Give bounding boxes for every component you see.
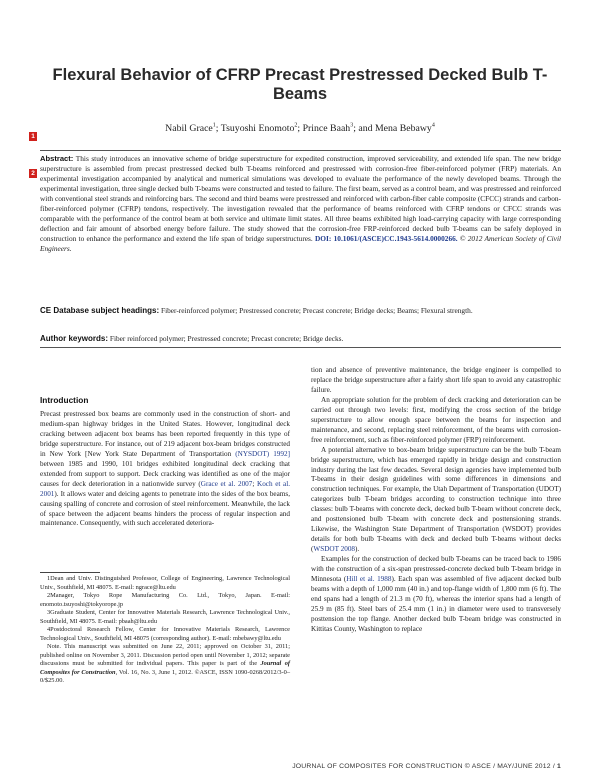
intro-paragraph: Precast prestressed box beams are commonly used in the construction of short- and medium-span highway bridges in the United States. However, longitudinal deck cracking between adjacent box beams has been reported frequently in this type of bridge superstructure. For instance, out of 219 adjacent box-beam bridges constructed in New York [New York State Department of Transportation (NYSDOT) 1992] between 1985 and 1990, 101 bridges exhibited longitudinal deck cracking that extended from support to support. Deck cracking was identified as one of the major causes for deck deterioration in a nationwide survey (Grace et al. 2007; Koch et al. 2001). It allows water and deicing agents to penetrate into the sides of the box beams, causing spalling of concrete and corrosion of steel reinforcement. Meanwhile, the lack of space between the adjacent beams hinders the process of regular inspection and maintenance. Consequently, with such accelerated deteriora-: [40, 410, 291, 528]
left-column: [40, 410, 290, 529]
author-4: Mena Bebawy$^4$: [374, 123, 435, 135]
annotation-badge-2[interactable]: 2: [29, 169, 37, 178]
doi-label: DOI:: [315, 233, 332, 243]
ref-grace-2007[interactable]: Grace et al. 2007: [200, 479, 253, 488]
introduction-heading: Introduction: [40, 395, 89, 405]
ref-nysdot[interactable]: (NYSDOT) 1992]: [235, 449, 290, 458]
ref-koch-2001[interactable]: Koch et al. 2001: [40, 479, 291, 498]
footnotes: [40, 575, 290, 686]
footnote-1: 1Dean and Univ. Distinguished Professor, College of Engineering, Lawrence Technological Univ., Southfield, MI 48075. E-mail: ngrace@ltu.edu: [40, 575, 290, 591]
footnote-3: 3Graduate Student, Center for Innovative Materials Research, Lawrence Technological Univ., Southfield, MI 48075. E-mail: pbaah@ltu.edu: [40, 609, 290, 625]
abstract-top-rule: [40, 150, 561, 151]
doi-link[interactable]: 10.1061/(ASCE)CC.1943-5614.0000266.: [333, 233, 458, 243]
author-keywords-text: Fiber reinforced polymer; Prestressed concrete; Precast concrete; Bridge decks.: [109, 334, 344, 343]
author-keywords: [40, 334, 561, 344]
right-paragraph-4: Examples for the construction of decked bulb T-beams can be traced back to 1986 with the construction of a six-span prestressed-concrete decked bulb T-beam bridge in Minnesota (Hill et al. 1988). Each span was assembled of five adjacent decked bulb beams with a depth of 1,000 mm (40 in.) and top-flange width of 1,800 mm (6 ft). The end spans had a length of 21.3 m (70 ft), whereas the interior spans had a length of 25.9 m (85 ft). Steel bars of 25.4 mm (1 in.) in diameter were used to transversely posttension the top flange. Another decked bulb T-beam bridge was constructed in Kittitas County, Washington to replace: [311, 555, 561, 633]
abstract-text: This study introduces an innovative scheme of bridge superstructure for expedited construction, improved serviceability, and extended life span. The new bridge superstructure is assembled from precast prestressed decked bulb T-beams reinforced and prestressed with corrosion-free fiber-reinforced polymer (FRP) materials. An experimental investigation accompanied by analytical and numerical simulations was developed to evaluate the performance of the newly developed beams. Through the experimental investigation, three single decked bulb T-beams were constructed and tested to failure. The first beam, served as a control beam, and was prestressed and reinforced with conventional steel strands and reinforcing bars. The second and third beams were prestressed and reinforced with carbon-fiber cable composite (CFCC) strands and carbon-fiber-reinforced polymer (CFRP) tendons, respectively. The investigation revealed that the performance of beams reinforced with CFRP tendons or CFCC strands was comparable with the performance of the control beam at both service and ultimate limit states. All three beams exhibited high load-carrying capacity with large corresponding deflection and fair amount of absorbed energy before failure. The study showed that the corrosion-free FRP-reinforced decked bulb T-beams can be safely deployed in construction to enhance the performance and extend the life span of bridge superstructures.: [40, 154, 561, 243]
footnote-rule: [40, 572, 100, 573]
right-paragraph-2: An appropriate solution for the problem of deck cracking and deterioration can be carried out through two levels: first, modifying the cross section of the bridge superstructure to allow enough space between the beams for inspection and maintenance, and second, replacing steel reinforcement, of the beams with corrosion-free reinforcement, such as fiber-reinforced polymer (FRP) reinforcement.: [311, 395, 561, 444]
ce-headings-label: CE Database subject headings:: [40, 306, 160, 315]
author-3: Prince Baah$^3$; and: [302, 123, 375, 135]
author-list: [40, 120, 560, 135]
ref-hill-1988[interactable]: Hill et al. 1988: [346, 575, 392, 584]
footnote-4: 4Postdoctoral Research Fellow, Center for Innovative Materials Research, Lawrence Technological Univ., Southfield, MI 48075 (corresponding author). E-mail: mbebawy@ltu.edu: [40, 626, 290, 642]
author-1: Nabil Grace$^1$;: [165, 123, 221, 135]
manuscript-note: Note. This manuscript was submitted on June 22, 2011; approved on October 31, 2011; published online on November 3, 2011. Discussion period open until November 1, 2012; separate discussions must be submitted for individual papers. This paper is part of the Journal of Composites for Construction, Vol. 16, No. 3, June 1, 2012. ©ASCE, ISSN 1090-0268/2012/3-0–0/$25.00.: [40, 643, 290, 684]
paper-title: Flexural Behavior of CFRP Precast Prestressed Decked Bulb T-Beams: [52, 66, 548, 103]
right-paragraph-1: tion and absence of preventive maintenance, the bridge engineer is compelled to replace the bridge superstructure after a fairly short life span to avoid any catastrophic failure.: [311, 366, 561, 394]
keywords-bottom-rule: [40, 347, 561, 348]
page-footer: [292, 763, 561, 770]
right-column: [311, 366, 561, 635]
annotation-badge-1[interactable]: 1: [29, 132, 37, 141]
abstract: [40, 154, 561, 254]
ce-headings-text: Fiber-reinforced polymer; Prestressed concrete; Precast concrete; Bridge decks; Beams; Flexural strength.: [161, 306, 473, 315]
footer-journal: JOURNAL OF COMPOSITES FOR CONSTRUCTION © ASCE / MAY/JUNE 2012 /: [292, 763, 555, 770]
author-2: Tsuyoshi Enomoto$^2$;: [220, 123, 303, 135]
ce-subject-headings: [40, 306, 561, 316]
page-number: 1: [557, 763, 561, 770]
right-paragraph-3: A potential alternative to box-beam bridge superstructure can be the bulb T-beam bridge superstructure, which has emerged rapidly in bridge design and construction industry during the last few decades. Several design agencies have implemented bulb T-beams in their design guidelines with some differences in dimensions and construction techniques. For example, the Utah Department of Transportation (UDOT) categorizes bulb T-beam bridges according to construction technique into three classes: bulb T-beams with concrete deck, decked bulb T-beam without concrete deck, and posttensioned bulb T-beam with concrete deck and posttensioning strands. Likewise, the Washington State Department of Transportation (WSDOT) provides details for both bulb T-beams with deck and decked bulb T-beams without decks (WSDOT 2008).: [311, 445, 561, 554]
footnote-2: 2Manager, Tokyo Rope Manufacturing Co. Ltd., Tokyo, Japan. E-mail: enomoto.tsuyoshi@tokyorope.jp: [40, 592, 290, 608]
copyright: © 2012 American Society of Civil Engineers.: [40, 233, 562, 253]
author-keywords-label: Author keywords:: [40, 334, 109, 343]
abstract-label: Abstract:: [40, 154, 74, 163]
ref-wsdot-2008[interactable]: WSDOT 2008: [313, 545, 356, 554]
